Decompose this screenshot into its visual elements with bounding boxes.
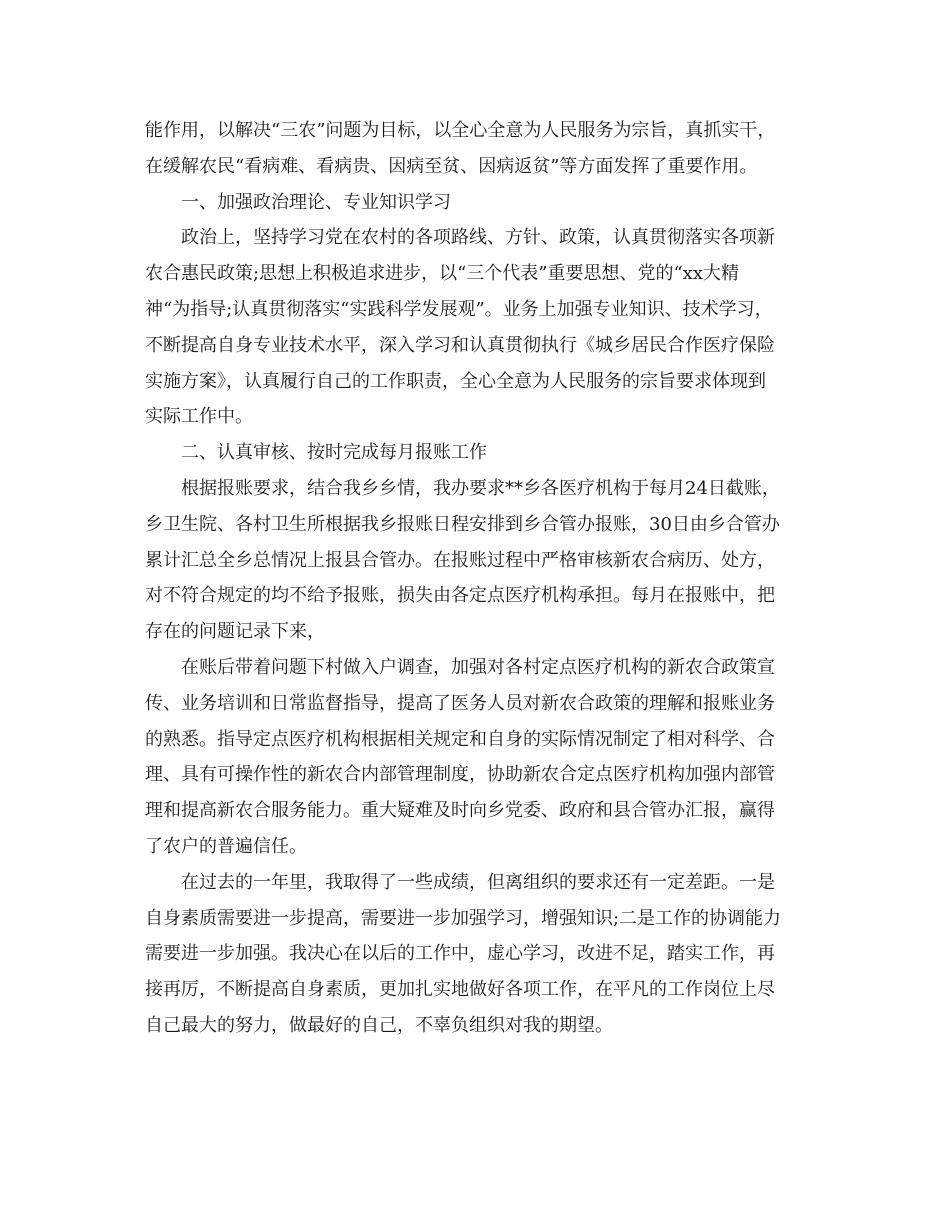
text-line: 能作用，以解决“三农”问题为目标，以全心全意为人民服务为宗旨，真抓实干， — [145, 120, 776, 141]
text-line: 接再厉，不断提高自身素质，更加扎实地做好各项工作，在平凡的工作岗位上尽 — [145, 979, 775, 1001]
text-line: 对不符合规定的均不给予报账，损失由各定点医疗机构承担。每月在报账中，把 — [145, 585, 775, 607]
text-line: 在过去的一年里，我取得了一些成绩，但离组织的要求还有一定差距。一是 — [181, 871, 775, 893]
text-line: 神“为指导;认真贯彻落实“实践科学发展观”。业务上加强专业知识、技术学习， — [145, 298, 773, 320]
text-line: 自身素质需要进一步提高，需要进一步加强学习，增强知识;二是工作的协调能力 — [145, 907, 782, 929]
text-line: 农合惠民政策;思想上积极追求进步，以“三个代表”重要思想、党的“xx大精 — [145, 263, 739, 285]
text-line: 实施方案》，认真履行自己的工作职责，全心全意为人民服务的宗旨要求体现到 — [145, 370, 766, 392]
document-body — [145, 113, 825, 1044]
text-line: 乡卫生院、各村卫生所根据我乡报账日程安排到乡合管办报账，30日由乡合管办 — [145, 513, 780, 535]
text-line: 实际工作中。 — [145, 406, 253, 428]
text-line: 不断提高自身专业技术水平，深入学习和认真贯彻执行《城乡居民合作医疗保险 — [145, 334, 775, 356]
text-line: 自己最大的努力，做最好的自己，不辜负组织对我的期望。 — [145, 1014, 613, 1036]
text-line: 累计汇总全乡总情况上报县合管办。在报账过程中严格审核新农合病历、处方， — [145, 549, 775, 571]
text-line: 在账后带着问题下村做入户调查，加强对各村定点医疗机构的新农合政策宣 — [181, 656, 775, 678]
text-line: 的熟悉。指导定点医疗机构根据相关规定和自身的实际情况制定了相对科学、合 — [145, 728, 775, 750]
text-line: 一、加强政治理论、专业知识学习 — [181, 191, 451, 213]
text-line: 传、业务培训和日常监督指导，提高了医务人员对新农合政策的理解和报账业务 — [145, 692, 775, 714]
text-line: 存在的问题记录下来， — [145, 621, 325, 643]
text-line: 理、具有可操作性的新农合内部管理制度，协助新农合定点医疗机构加强内部管 — [145, 764, 775, 786]
text-line: 二、认真审核、按时完成每月报账工作 — [181, 442, 487, 464]
text-line: 了农户的普遍信任。 — [145, 835, 307, 857]
text-line: 理和提高新农合服务能力。重大疑难及时向乡党委、政府和县合管办汇报，赢得 — [145, 800, 775, 822]
text-line: 政治上，坚持学习党在农村的各项路线、方针、政策，认真贯彻落实各项新 — [181, 227, 775, 249]
text-line: 需要进一步加强。我决心在以后的工作中，虚心学习，改进不足，踏实工作，再 — [145, 943, 775, 965]
text-line: 根据报账要求，结合我乡乡情，我办要求**乡各医疗机构于每月24日截账， — [181, 477, 780, 499]
text-line: 在缓解农民“看病难、看病贵、因病至贫、因病返贫”等方面发挥了重要作用。 — [145, 155, 758, 177]
